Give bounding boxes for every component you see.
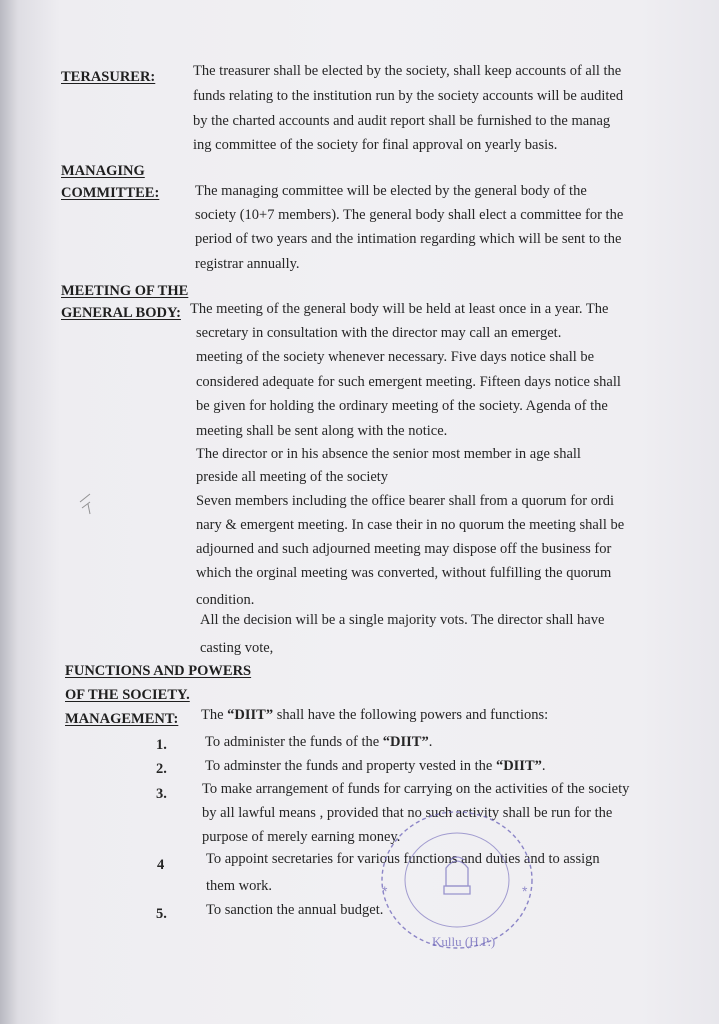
list-item xyxy=(205,734,432,751)
treasurer-label: TERASURER: xyxy=(61,69,156,85)
diit-name: “DIIT” xyxy=(382,734,429,750)
list-number: 5. xyxy=(156,906,167,922)
managing-committee-label: COMMITTEE: xyxy=(61,185,160,201)
list-number: 4 xyxy=(157,857,165,873)
managing-committee-label: MANAGING xyxy=(61,163,145,179)
managing-committee-line: society (10+7 members). The general body shall elect a committee for the xyxy=(195,207,624,223)
functions-heading: FUNCTIONS AND POWERS xyxy=(65,663,252,679)
treasurer-line: funds relating to the institution run by the society accounts will be audited xyxy=(193,88,624,104)
intro-text: shall have the following powers and functions: xyxy=(273,707,549,723)
intro-text: The xyxy=(201,707,228,723)
list-item xyxy=(205,758,546,775)
general-body-line: condition. xyxy=(196,592,255,608)
svg-text:*: * xyxy=(382,883,388,899)
management-intro xyxy=(201,707,548,724)
general-body-label: GENERAL BODY: xyxy=(61,305,181,321)
treasurer-line: The treasurer shall be elected by the society, shall keep accounts of all the xyxy=(193,63,622,79)
general-body-line: considered adequate for such emergent meeting. Fifteen days notice shall xyxy=(196,374,621,390)
general-body-line: be given for holding the ordinary meeting of the society. Agenda of the xyxy=(196,398,608,414)
managing-committee-line: period of two years and the intimation regarding which will be sent to the xyxy=(195,231,622,247)
general-body-line: preside all meeting of the society xyxy=(196,469,389,485)
diit-name: “DIIT” xyxy=(495,758,542,774)
general-body-line: adjourned and such adjourned meeting may dispose off the business for xyxy=(196,541,612,557)
official-seal-stamp xyxy=(362,788,542,958)
general-body-line: meeting of the society whenever necessary. Five days notice shall be xyxy=(196,349,595,365)
svg-text:*: * xyxy=(522,883,528,899)
list-item: them work. xyxy=(206,878,273,894)
treasurer-line: ing committee of the society for final approval on yearly basis. xyxy=(193,137,558,153)
margin-mark-icon xyxy=(76,490,96,518)
list-item: To make arrangement of funds for carrying on the activities of the society xyxy=(202,781,630,797)
treasurer-line: by the charted accounts and audit report shall be furnished to the manag xyxy=(193,113,611,129)
item-text: To adminster the funds and property vested in the xyxy=(205,758,496,774)
managing-committee-line: registrar annually. xyxy=(195,256,300,272)
emblem-icon xyxy=(444,857,470,894)
managing-committee-line: The managing committee will be elected by the general body of the xyxy=(195,183,587,199)
list-item: To sanction the annual budget. xyxy=(206,902,384,918)
item-text: To administer the funds of the xyxy=(205,734,383,750)
list-number: 1. xyxy=(156,737,167,753)
list-number: 2. xyxy=(156,761,167,777)
general-body-line: which the orginal meeting was converted, without fulfilling the quorum xyxy=(196,565,612,581)
general-body-line: The director or in his absence the senior most member in age shall xyxy=(196,446,581,462)
item-text: . xyxy=(428,734,433,750)
stamp-text: Kullu (H.P.) xyxy=(432,934,496,949)
general-body-line: meeting shall be sent along with the notice. xyxy=(196,423,448,439)
item-text: . xyxy=(541,758,546,774)
list-item: purpose of merely earning money. xyxy=(202,829,401,845)
list-item: by all lawful means , provided that no such activity shall be run for the xyxy=(202,805,613,821)
general-body-line: casting vote, xyxy=(200,640,274,656)
general-body-line: The meeting of the general body will be held at least once in a year. The xyxy=(190,301,609,317)
general-body-label: MEETING OF THE xyxy=(61,283,189,299)
list-number: 3. xyxy=(156,786,167,802)
general-body-line: secretary in consultation with the director may call an emerget. xyxy=(196,325,562,341)
general-body-line: nary & emergent meeting. In case their in no quorum the meeting shall be xyxy=(196,517,625,533)
functions-heading: OF THE SOCIETY. xyxy=(65,687,190,703)
general-body-line: All the decision will be a single majority vots. The director shall have xyxy=(200,612,605,628)
list-item: To appoint secretaries for various functions and duties and to assign xyxy=(206,851,600,867)
general-body-line: Seven members including the office bearer shall from a quorum for ordi xyxy=(196,493,615,509)
management-label: MANAGEMENT: xyxy=(65,711,179,727)
diit-name: “DIIT” xyxy=(227,707,274,723)
